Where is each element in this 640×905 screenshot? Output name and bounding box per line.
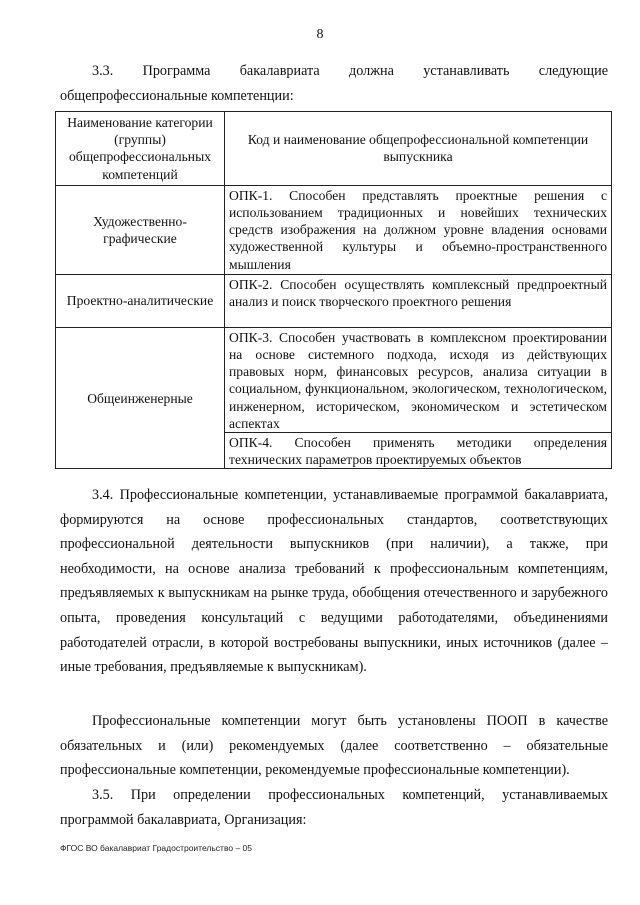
footer: ФГОС ВО бакалавриат Градостроительство – 05	[60, 843, 253, 853]
competence-cell: ОПК-1. Способен представлять проектные решения с использованием традиционных и новейших технических средств изображения на должном уровне владения основами художественной культуры и объемно-пространственного мышления	[225, 185, 612, 274]
header-category: Наименование категории (группы) общепрофессиональных компетенций	[56, 112, 225, 186]
section-3-5-paragraph	[60, 783, 608, 832]
section-3-4-text: 3.4. Профессиональные компетенции, устанавливаемые программой бакалавриата, формируются на основе профессиональных стандартов, соответствующих профессиональной деятельности выпускников (при наличии), а также, при необходимости, на основе анализа требований к профессиональным компетенциям, предъявляемых к выпускникам на рынке труда, обобщения отечественного и зарубежного опыта, проведения консультаций с ведущими работодателями, объединениями работодателей отрасли, в которой востребованы выпускники, иных источников (далее – иные требования, предъявляемые к выпускникам).	[60, 487, 608, 676]
category-cell: Художественно-графические	[56, 185, 225, 274]
table-row	[56, 327, 612, 432]
competence-cell: ОПК-4. Способен применять методики определения технических параметров проектируемых объектов	[225, 433, 612, 469]
competencies-table	[55, 111, 612, 469]
section-3-4-b-paragraph	[60, 709, 608, 783]
table-row	[56, 185, 612, 274]
competence-cell: ОПК-2. Способен осуществлять комплексный предпроектный анализ и поиск творческого проектного решения	[225, 274, 612, 327]
section-3-3-paragraph	[60, 59, 608, 108]
section-3-4-paragraph	[60, 483, 608, 680]
section-3-3-text: 3.3. Программа бакалавриата должна устанавливать следующие общепрофессиональные компетенции:	[60, 63, 608, 104]
section-3-4-b-text: Профессиональные компетенции могут быть установлены ПООП в качестве обязательных и (или) рекомендуемых (далее соответственно – обязательные профессиональные компетенции, рекомендуемые профессиональные компетенции).	[60, 713, 608, 779]
header-code: Код и наименование общепрофессиональной компетенции выпускника	[225, 112, 612, 186]
table-row	[56, 274, 612, 327]
competence-cell: ОПК-3. Способен участвовать в комплексном проектировании на основе системного подхода, исходя из действующих правовых норм, финансовых ресурсов, анализа ситуации в социальном, функциональном, экологическом, технологическом, инженерном, историческом, экономическом и эстетическом аспектах	[225, 327, 612, 432]
page-number: 8	[316, 27, 324, 42]
category-cell: Проектно-аналитические	[56, 274, 225, 327]
category-cell: Общеинженерные	[56, 327, 225, 469]
section-3-5-text: 3.5. При определении профессиональных компетенций, устанавливаемых программой бакалавриата, Организация:	[60, 787, 608, 828]
table-header-row	[56, 112, 612, 186]
